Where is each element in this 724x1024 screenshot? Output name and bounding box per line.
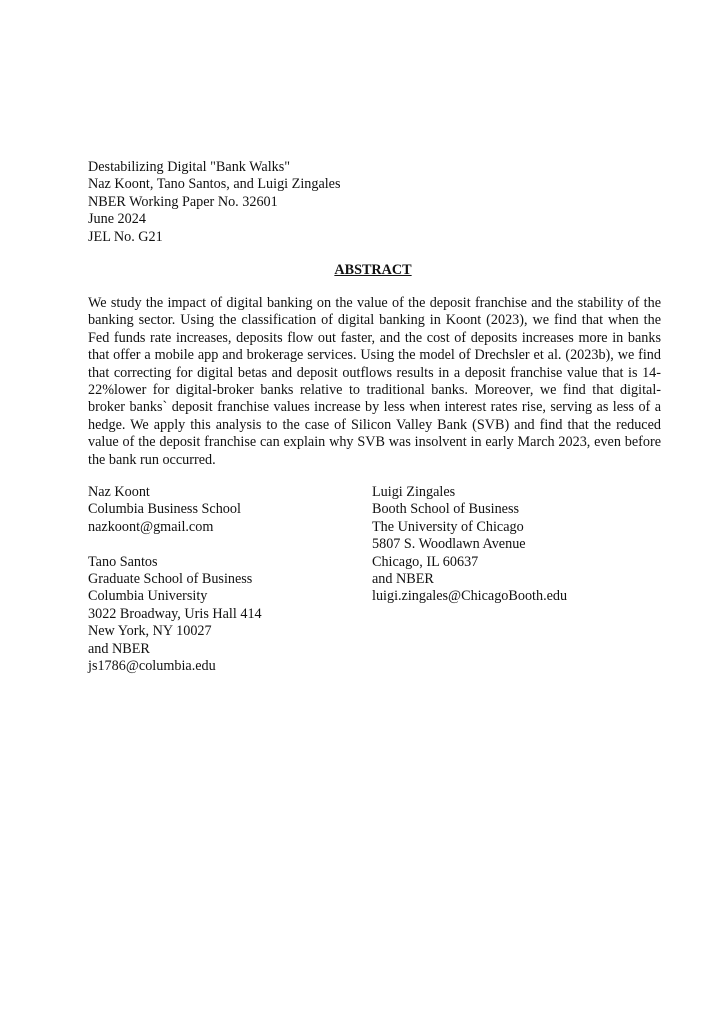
paper-authors: Naz Koont, Tano Santos, and Luigi Zingales: [88, 176, 341, 193]
zingales-school: Booth School of Business: [372, 501, 520, 518]
santos-extra: and NBER: [88, 640, 150, 657]
zingales-extra: and NBER: [372, 571, 434, 588]
abstract-heading: ABSTRACT: [334, 262, 412, 278]
zingales-name: Luigi Zingales: [372, 484, 456, 500]
affiliations-left: [88, 484, 358, 675]
santos-email: js1786@columbia.edu: [88, 658, 216, 675]
zingales-university: The University of Chicago: [372, 518, 524, 535]
affiliations-right: [372, 484, 672, 606]
abstract-body: We study the impact of digital banking on the value of the deposit franchise and the stability of the banking sector. Using the classification of digital banking in Koont (2023), we find that when the Fed funds rate increases, deposits flow out faster, and the cost of deposits increases more in banks that offer a mobile app and brokerage services. Using the model of Drechsler et al. (2023b), we find that correcting for digital betas and deposit outflows results in a deposit franchise value that is 14-22%lower for digital-broker banks relative to traditional banks. Moreover, we find that digital-broker banks` deposit franchise values increase by less when interest rates rise, serving as less of a hedge. We apply this analysis to the case of Silicon Valley Bank (SVB) and find that the reduced value of the deposit franchise can explain why SVB was insolvent in early March 2023, even before the bank run occurred.: [88, 295, 661, 468]
santos-school: Graduate School of Business: [88, 571, 253, 588]
paper-jel: JEL No. G21: [88, 228, 163, 245]
santos-city: New York, NY 10027: [88, 623, 212, 640]
koont-school: Columbia Business School: [88, 501, 241, 518]
santos-name: Tano Santos: [88, 553, 158, 570]
paper-series: NBER Working Paper No. 32601: [88, 193, 278, 210]
koont-name: Naz Koont: [88, 484, 150, 500]
paper-header: [88, 159, 658, 246]
santos-university: Columbia University: [88, 588, 208, 605]
paper-date: June 2024: [88, 211, 146, 228]
paper-title: Destabilizing Digital "Bank Walks": [88, 159, 291, 175]
zingales-address: 5807 S. Woodlawn Avenue: [372, 536, 526, 553]
santos-address: 3022 Broadway, Uris Hall 414: [88, 605, 262, 622]
koont-email: nazkoont@gmail.com: [88, 518, 214, 535]
zingales-city: Chicago, IL 60637: [372, 553, 479, 570]
zingales-email: luigi.zingales@ChicagoBooth.edu: [372, 588, 568, 605]
spacer: [88, 536, 358, 553]
